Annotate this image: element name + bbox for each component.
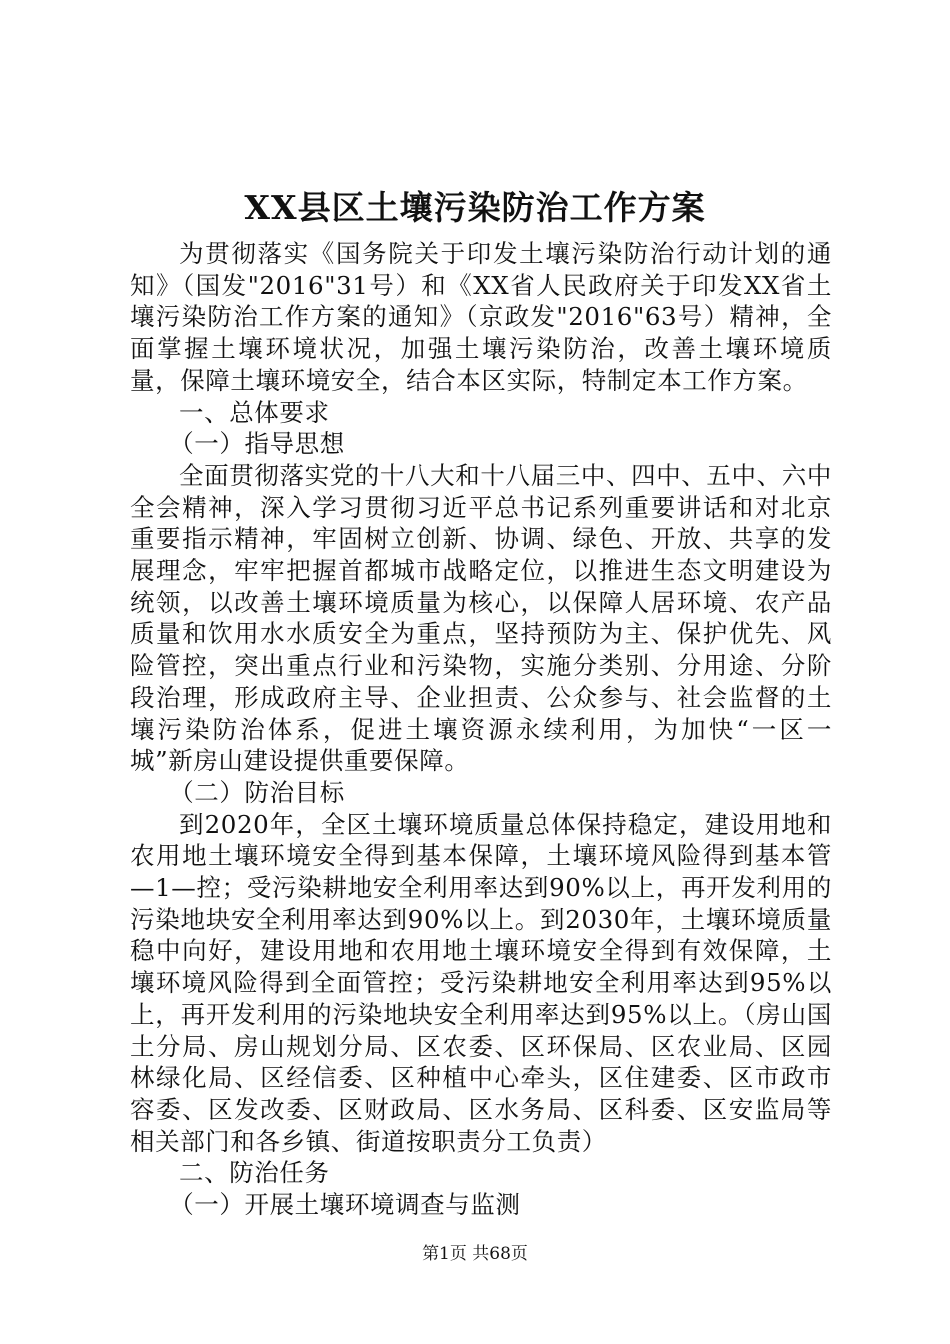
page-footer: 第1页 共68页 [422,1244,528,1264]
guiding-ideology-paragraph: 全面贯彻落实党的十八大和十八届三中、四中、五中、六中全会精神，深入学习贯彻习近平总书记系列重要讲话和对北京重要指示精神，牢固树立创新、协调、绿色、开放、共享的发展理念，牢牢把握首都城市战略定位，以推进生态文明建设为统领，以改善土壤环境质量为核心，以保障人居环境、农产品质量和饮用水水质安全为重点，坚持预防为主、保护优先、风险管控，突出重点行业和污染物，实施分类别、分用途、分阶段治理，形成政府主导、企业担责、公众参与、社会监督的土壤污染防治体系，促进土壤资源永续利用，为加快“一区一城”新房山建设提供重要保障。 [130,460,832,776]
prevention-goals-paragraph: 到2020年，全区土壤环境质量总体保持稳定，建设用地和农用地土壤环境安全得到基本保障，土壤环境风险得到基本管—1—控；受污染耕地安全利用率达到90%以上，再开发利用的污染地块安全利用率达到90%以上。到2030年，土壤环境质量稳中向好，建设用地和农用地土壤环境安全得到有效保障，土壤环境风险得到全面管控；受污染耕地安全利用率达到95%以上，再开发利用的污染地块安全利用率达到95%以上。（房山国土分局、房山规划分局、区农委、区环保局、区农业局、区园林绿化局、区经信委、区种植中心牵头，区住建委、区市政市容委、区发改委、区财政局、区水务局、区科委、区安监局等相关部门和各乡镇、街道按职责分工负责） [130,809,832,1156]
subsection-heading-survey-monitoring: （一）开展土壤环境调查与监测 [169,1190,521,1220]
subsection-heading-guiding-ideology: （一）指导思想 [169,429,345,459]
section-heading-general-requirements: 一、总体要求 [179,397,330,427]
subsection-heading-prevention-goals: （二）防治目标 [169,777,345,807]
document-title: XX县区土壤污染防治工作方案 [244,188,706,227]
intro-paragraph: 为贯彻落实《国务院关于印发土壤污染防治行动计划的通知》（国发"2016"31号）和《XX省人民政府关于印发XX省土壤污染防治工作方案的通知》（京政发"2016"63号）精神，全面掌握土壤环境状况，加强土壤污染防治，改善土壤环境质量，保障土壤环境安全，结合本区实际，特制定本工作方案。 [130,239,832,395]
document-body [130,238,832,1221]
section-heading-prevention-tasks: 二、防治任务 [179,1158,330,1188]
